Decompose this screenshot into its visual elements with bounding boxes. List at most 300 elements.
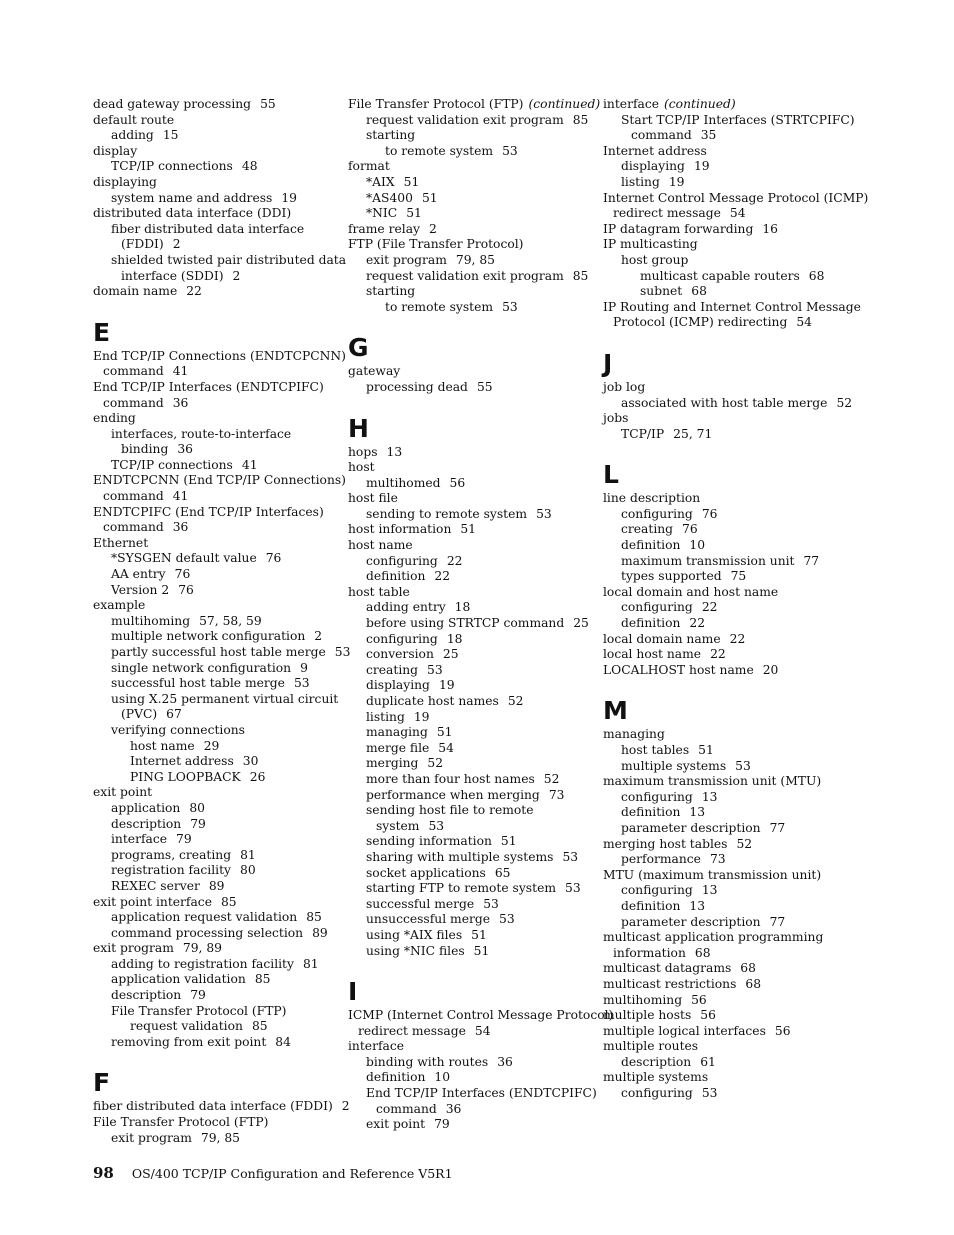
index-term: dead gateway processing [93,97,252,111]
page-reference: 18 [454,600,471,615]
page-reference: 68 [740,961,756,976]
index-entry [93,723,333,739]
index-term: application validation [111,972,246,987]
index-term: Start TCP/IP Interfaces (STRTCPIFC) [621,112,855,127]
index-entry [348,364,588,380]
index-term: request validation exit program [366,112,564,127]
index-entry [348,600,588,616]
index-entry [93,380,333,396]
page-reference: 85 [220,894,237,909]
index-term: (FDDI) [121,237,164,252]
index-term: multicast capable routers [640,268,800,283]
index-term: multicast application programming [603,930,824,945]
continued-note: (continued) [528,97,601,111]
index-entry [603,977,848,993]
index-term: command [103,395,164,410]
index-term: multiple systems [621,758,727,773]
index-term: host group [621,252,689,267]
index-term: listing [366,709,405,724]
page-reference: 79 [190,988,206,1003]
index-entry [348,912,588,928]
page-reference: 79 [434,1117,450,1132]
index-term: jobs [603,411,629,426]
page-reference: 53 [502,299,518,314]
index-term: FTP (File Transfer Protocol) [348,237,524,252]
page-reference: 19 [438,678,455,693]
page-reference: 52 [836,395,853,410]
index-entry [93,926,333,942]
index-entry [603,837,848,853]
index-entry [603,380,848,396]
index-entry [603,269,848,285]
index-term: binding with routes [366,1054,489,1069]
index-entry [348,476,588,492]
index-entry [603,915,848,931]
page-reference: 41 [172,364,189,379]
index-entry [603,112,855,129]
index-term: host name [348,538,413,553]
index-term: File Transfer Protocol (FTP) [93,1115,269,1130]
index-entry-continuation [603,946,848,962]
index-entry [603,411,848,427]
index-term: socket applications [366,865,486,880]
page-reference: 84 [275,1034,291,1049]
page-reference: 85 [254,972,271,987]
index-term: description [111,816,182,831]
index-term: definition [366,1070,426,1085]
page-reference: 2 [428,221,437,236]
index-entry [93,1035,333,1051]
index-entry [93,206,333,222]
page-reference: 54 [438,740,454,755]
index-entry [348,507,588,523]
page-reference: 73 [548,787,565,802]
index-term: displaying [93,174,157,189]
index-term: (PVC) [121,707,158,722]
page-reference: 68 [808,268,825,283]
index-entry [603,821,848,837]
index-term: configuring [621,1086,693,1101]
page-reference: 53 [428,818,445,833]
page-reference: 15 [162,128,179,143]
page-reference: 51 [698,743,714,757]
index-term: merge file [366,740,430,755]
index-term: single network configuration [111,660,292,675]
index-entry [603,961,848,977]
index-entry [93,144,333,160]
index-entry [603,743,848,759]
index-term: Internet Control Message Protocol (ICMP) [603,190,869,205]
index-entry [603,632,848,648]
index-term: creating [621,522,674,537]
index-entry [603,616,848,632]
index-entry [348,850,588,866]
index-entry [348,1070,588,1086]
index-term: example [93,598,146,613]
page-reference: 19 [668,174,685,189]
page-reference: 22 [710,647,726,662]
index-entry [603,97,848,113]
index-term: to remote system [385,143,494,158]
index-term: maximum transmission unit (MTU) [603,774,822,789]
index-term: local domain and host name [603,584,779,599]
index-term: Ethernet [93,535,149,550]
index-term: multiple hosts [603,1008,692,1023]
page-reference: 13 [386,444,403,459]
index-entry [93,848,333,864]
index-entry [348,206,588,222]
index-term: binding [121,442,169,457]
index-entry [603,491,848,507]
page-reference: 53 [735,758,751,773]
page-reference: 25 [442,647,459,662]
section-letter-heading: G [348,333,369,363]
index-term: hops [348,444,378,459]
index-entry [603,647,848,663]
index-term: definition [366,569,426,584]
index-term: displaying [621,159,685,174]
index-entry [348,710,588,726]
index-term: End TCP/IP Interfaces (ENDTCPIFC) [93,379,324,394]
index-entry [348,1117,588,1133]
page-footer [93,1164,453,1182]
index-term: MTU (maximum transmission unit) [603,867,822,882]
index-entry-continuation [93,237,333,253]
page-reference: 54 [729,206,746,221]
page-reference: 51 [403,174,420,189]
index-entry [93,175,333,191]
index-entry [603,522,848,538]
index-entry [93,458,333,474]
index-entry [348,460,588,476]
page-reference: 2 [341,1099,350,1114]
index-entry [348,113,588,129]
index-entry [348,284,588,300]
page-reference: 56 [774,1023,791,1038]
page-reference: 53 [293,676,310,691]
page-reference: 22 [701,600,718,615]
index-term: sending to remote system [366,506,528,521]
index-term: request validation [130,1019,243,1034]
index-entry [348,1055,588,1071]
page-reference: 53 [701,1086,718,1101]
index-term: PING LOOPBACK [130,769,241,784]
index-entry [348,175,588,191]
index-entry [93,1004,333,1020]
index-entry [603,930,848,946]
index-term: TCP/IP [621,426,665,441]
index-term: to remote system [385,299,494,314]
index-term: interface [111,832,167,847]
index-entry [348,663,588,679]
page-reference: 85 [572,112,589,127]
index-entry [348,522,588,538]
index-term: configuring [621,789,693,804]
index-term: frame relay [348,221,420,236]
index-term: command processing selection [111,925,304,940]
index-term: associated with host table merge [621,395,828,410]
index-entry [93,785,333,801]
index-term: multicast datagrams [603,961,732,976]
index-term: configuring [366,631,438,646]
page-reference: 36 [445,1101,462,1116]
page-reference: 79, 85 [455,252,496,267]
page-reference: 41 [172,489,189,504]
index-entry [348,647,588,663]
index-entry [93,473,346,489]
index-entry [93,284,333,300]
index-entry-continuation [348,1102,588,1118]
index-term: request validation exit program [366,268,564,283]
page-reference: 52 [427,756,444,771]
index-entry [348,222,588,238]
index-entry [93,1131,333,1147]
index-entry [603,222,848,238]
index-term: performance [621,852,701,867]
page-reference: 51 [471,927,487,942]
index-term: interface [603,97,659,111]
index-term: processing dead [366,379,468,394]
section-letter-heading: F [93,1068,111,1098]
index-term: configuring [621,883,693,898]
index-entry [348,1039,588,1055]
page-reference: 79, 85 [200,1130,241,1145]
index-entry [93,97,333,113]
page-reference: 53 [536,506,552,521]
index-term: Internet address [603,143,707,158]
index-entry [93,1115,333,1131]
index-entry [603,538,848,554]
index-term: End TCP/IP Connections (ENDTCPCNN) [93,348,346,363]
index-entry [348,678,588,694]
index-entry [93,645,351,661]
index-entry [603,299,861,316]
index-term: exit point interface [93,894,212,909]
index-term: definition [621,538,681,553]
page-reference: 25, 71 [673,426,713,441]
index-term: conversion [366,647,434,662]
index-term: managing [366,725,428,740]
page-reference: 67 [166,707,182,722]
index-entry [603,585,848,601]
index-entry [348,694,588,710]
index-entry-continuation [93,520,333,536]
page-reference: 57, 58, 59 [199,613,262,628]
page-reference: 89 [208,878,225,893]
section-letter-heading: M [603,696,628,726]
index-entry [603,727,848,743]
section-letter-heading: I [348,977,358,1007]
index-entry [603,175,848,191]
index-term: IP multicasting [603,237,698,252]
index-term: End TCP/IP Interfaces (ENDTCPIFC) [366,1086,597,1101]
page-reference: 53 [427,662,443,677]
index-term: display [93,143,138,158]
page-reference: 85 [251,1019,268,1034]
index-entry [348,944,588,960]
page-reference: 36 [172,520,189,535]
page-reference: 68 [745,976,762,991]
index-term: exit point [93,785,153,800]
index-term: job log [603,379,646,394]
index-term: interfaces, route-to-interface [111,426,292,441]
index-entry [93,1099,350,1115]
page-reference: 55 [260,97,276,111]
index-entry [93,505,333,521]
index-entry-continuation [93,707,333,723]
page-reference: 36 [172,395,189,410]
index-entry [348,128,588,144]
index-entry [93,863,333,879]
index-term: Version 2 [111,582,170,597]
index-term: types supported [621,569,722,584]
index-entry [348,554,588,570]
index-term: unsuccessful merge [366,912,491,927]
index-entry [93,348,346,365]
index-entry [603,237,848,253]
index-term: creating [366,662,419,677]
page-reference: 29 [203,738,220,753]
index-entry [93,1019,333,1035]
page-reference: 51 [473,943,490,958]
index-entry [603,805,848,821]
index-term: application request validation [111,910,298,925]
page-reference: 53 [483,896,499,911]
section-letter-heading: L [603,460,619,490]
page-reference: 2 [232,268,241,283]
index-term: distributed data interface (DDI) [93,206,292,221]
page-reference: 2 [172,237,181,252]
page-reference: 54 [474,1023,491,1038]
page-reference: 68 [694,945,711,960]
index-term: system [376,818,420,833]
index-entry [603,790,848,806]
index-entry [603,1039,848,1055]
index-entry [93,895,333,911]
page-reference: 76 [174,567,191,582]
index-term: host table [348,584,410,599]
page-reference: 22 [729,631,746,646]
page-reference: 13 [701,789,718,804]
index-term: command [103,520,164,535]
page-reference: 85 [572,268,589,283]
index-entry [93,739,333,755]
index-term: programs, creating [111,847,232,862]
page-reference: 36 [177,442,193,457]
index-entry [603,427,848,443]
index-entry [348,237,588,253]
page-reference: 79, 89 [182,941,223,956]
page-reference: 2 [314,629,323,644]
index-entry [348,1086,597,1102]
page-reference: 61 [700,1054,716,1069]
index-term: gateway [348,364,401,379]
page-reference: 30 [242,754,259,769]
index-term: Protocol (ICMP) redirecting [613,315,788,330]
index-term: sharing with multiple systems [366,849,554,864]
index-entry [93,583,333,599]
index-term: line description [603,491,701,506]
index-entry [93,159,333,175]
index-term: multiple logical interfaces [603,1023,766,1038]
page-reference: 53 [502,143,518,158]
index-term: definition [621,805,681,820]
index-entry [93,754,333,770]
index-entry [93,614,333,630]
page-reference: 51 [500,834,517,849]
index-entry [348,538,588,554]
index-term: adding entry [366,600,446,615]
index-entry [93,676,333,692]
page-reference: 48 [241,159,258,174]
index-entry [93,879,333,895]
index-term: description [111,988,182,1003]
index-term: local domain name [603,631,721,646]
index-entry-continuation [603,128,848,144]
index-term: exit program [366,252,447,267]
index-entry [93,988,333,1004]
index-term: local host name [603,647,702,662]
page-reference: 19 [693,159,710,174]
index-term: merging host tables [603,836,728,851]
page-reference: 9 [300,660,308,675]
index-term: removing from exit point [111,1034,267,1049]
index-entry [603,1070,848,1086]
page-reference: 56 [691,992,707,1007]
index-term: command [376,1101,437,1116]
index-term: *NIC [366,206,398,221]
index-entry [603,868,848,884]
page-reference: 22 [446,553,463,568]
page-reference: 68 [691,284,707,299]
index-term: format [348,159,390,174]
index-term: redirect message [613,206,721,221]
page-reference: 81 [240,847,256,862]
index-term: ending [93,411,136,426]
page-reference: 75 [730,569,747,584]
index-term: configuring [621,506,693,521]
index-entry [93,629,333,645]
index-entry [603,1024,848,1040]
index-entry [603,554,848,570]
index-term: redirect message [358,1023,466,1038]
index-term: sending information [366,834,492,849]
index-term: multihoming [111,613,191,628]
index-entry [93,941,333,957]
index-entry-continuation [348,1024,588,1040]
page-reference: 35 [700,128,717,143]
index-term: using X.25 permanent virtual circuit [111,691,339,706]
index-term: host tables [621,743,690,757]
index-entry [348,803,588,819]
index-entry [93,770,333,786]
index-entry [603,993,848,1009]
index-term: starting [366,128,416,143]
index-term: File Transfer Protocol (FTP) [348,97,524,111]
page-reference: 55 [476,379,493,394]
index-term: ICMP (Internet Control Message Protocol) [348,1008,614,1023]
index-term: File Transfer Protocol (FTP) [111,1003,287,1018]
index-entry [93,551,333,567]
index-term: managing [603,727,665,742]
page-reference: 53 [334,645,351,659]
index-entry [93,691,339,708]
index-term: successful merge [366,896,475,911]
index-term: exit point [366,1117,426,1132]
index-column-2 [348,97,614,1133]
index-entry [603,759,848,775]
index-term: definition [621,898,681,913]
